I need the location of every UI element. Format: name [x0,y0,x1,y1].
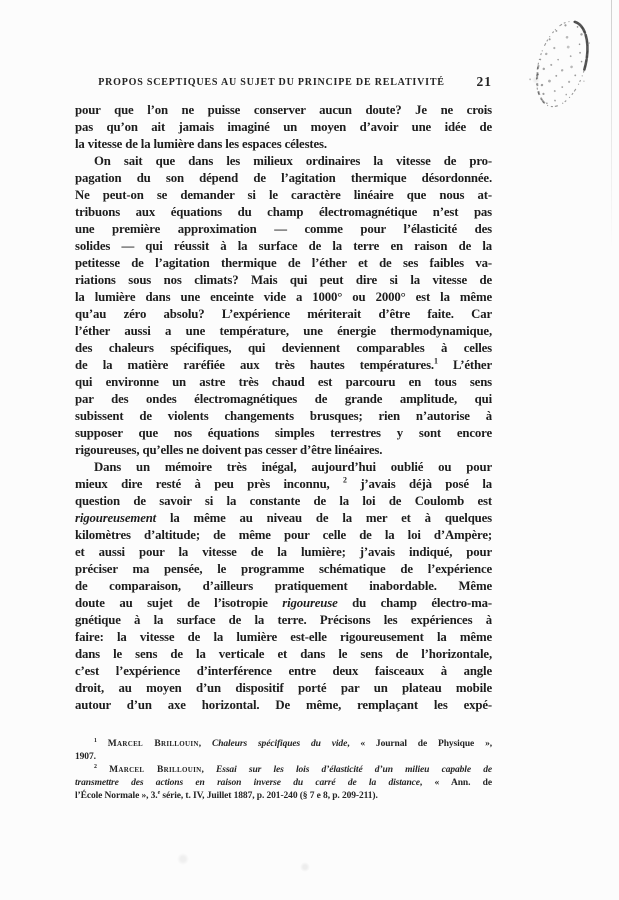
text-line: droit, au moyen d’un dispositif porté par un plateau mobile [75,681,492,695]
text-line: 1907. [75,752,96,762]
text-line: faire: la vitesse de la lumière est-elle rigoureusement la même [75,630,492,644]
text-line: l’École Normale », 3.$^e$ série, t. IV, Juillet 1887, p. 201-240 (§ 7 e 8, p. 209-211). [75,789,378,801]
text-line: riations sous nos climats? Mais qui peut dire si la vitesse de [75,273,492,287]
text-line: $^2$ Marcel Brillouin, Essai sur les lois d’élasticité d’un milieu capable de [94,763,492,775]
text-line: de la matière raréfiée aux très hautes températures.$^1$ L’éther [75,356,492,372]
text-line: préciser ma pensée, le programme schématique de l’expérience [75,562,492,576]
text-line: de comparaison, d’ailleurs pratiquement inabordable. Même [75,579,492,593]
text-line: pas qu’on ait jamais imaginé un moyen d’avoir une idée de [75,120,492,134]
text-line: pagation du son dépend de l’agitation thermique désordonnée. [75,171,492,185]
text-line: gnétique à la surface de la terre. Précisons les expériences à [75,613,492,627]
text-line: kilomètres d’altitude; de même pour celle de la loi d’Ampère; [75,528,492,542]
text-line: Dans un mémoire très inégal, aujourd’hui oublié ou pour [94,460,492,474]
text-line: supposer que nos équations simples terrestres y sont encore [75,426,492,440]
text-line: doute au sujet de l’isotropie rigoureuse du champ électro-ma- [75,596,492,610]
page-number: 21 [476,74,492,89]
text-line: pour que l’on ne puisse conserver aucun doute? Je ne crois [75,103,492,117]
text-line: rigoureuses, qu’elles ne doivent pas cesser d’être linéaires. [75,443,383,457]
running-header [75,74,492,89]
text-line: par des ondes électromagnétiques de grande amplitude, qui [75,392,492,406]
text-line: dans le sens de la verticale et dans le sens de l’horizontale, [75,647,492,661]
text-line: $^1$ Marcel Brillouin, Chaleurs spécifiques du vide, « Journal de Physique », [94,737,492,749]
text-line: qui environne un astre très chaud est parcouru en tous sens [75,375,492,389]
text-line: c’est l’expérience d’interférence entre deux faisceaux à angle [75,664,492,678]
text-line: Ne peut-on se demander si le caractère linéaire que nous at- [75,188,492,202]
body-text [75,102,492,714]
text-line: mieux dire resté à peu près inconnu, $^2$ j’avais déjà posé la [75,475,492,491]
text-line: solides — qui réussit à la surface de la terre en raison de la [75,239,492,253]
text-line: l’éther aussi a une température, une énergie thermodynamique, [75,324,492,338]
text-line: qu’au zéro absolu? L’expérience mériterait d’être faite. Car [75,307,492,321]
text-line: On sait que dans les milieux ordinaires la vitesse de pro- [94,154,492,168]
text-line: des chaleurs spécifiques, qui deviennent comparables à celles [75,341,492,355]
text-line: la lumière dans une enceinte vide a 1000° ou 2000° est la même [75,290,492,304]
text-line: et aussi pour la vitesse de la lumière; j’avais indiqué, pour [75,545,492,559]
text-line: petitesse de l’agitation thermique de l’éther et de ses faibles va- [75,256,492,270]
footnotes [75,738,492,803]
text-line: transmettre des actions en raison inverse du carré de la distance, « Ann. de [75,778,492,788]
text-line: question de savoir si la constante de la loi de Coulomb est [75,494,492,508]
text-line: rigoureusement la même au niveau de la mer et à quelques [75,511,492,525]
text-line: la vitesse de la lumière dans les espaces célestes. [75,137,327,151]
text-line: une première approximation — comme pour l’élasticité des [75,222,492,236]
text-line: autour d’un axe horizontal. De même, remplaçant les expé- [75,698,492,712]
library-stamp-icon [512,2,617,122]
text-line: tribuons aux équations du champ électromagnétique n’est pas [75,205,492,219]
text-line: subissent de violents changements brusques; rien n’autorise à [75,409,492,423]
running-header-title: PROPOS SCEPTIQUES AU SUJET DU PRINCIPE DE RELATIVITÉ [98,77,445,88]
